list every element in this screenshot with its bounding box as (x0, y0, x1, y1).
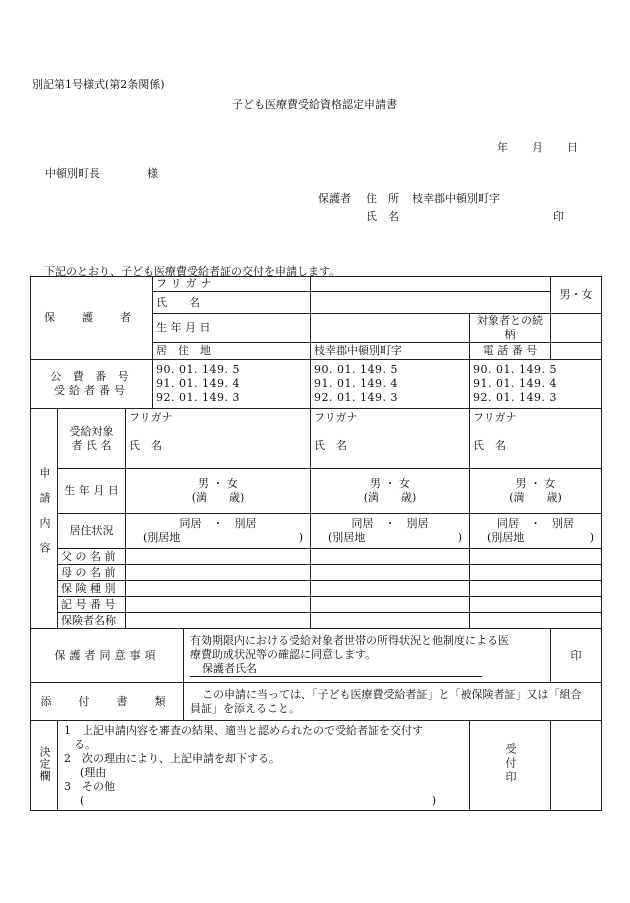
decision-label: 決定欄 (31, 721, 58, 811)
phone-field[interactable] (551, 343, 602, 360)
child-1-insurance-type-field[interactable] (126, 581, 311, 597)
address-value: 枝幸郡中頓別町字 (412, 192, 500, 205)
child-2-birth-cell[interactable]: 男 ・ 女 (満 歳) (311, 469, 470, 514)
residence-label: 居 住 地 (153, 343, 311, 360)
application-form-table (30, 276, 602, 811)
guardian-label: 保護者 (318, 192, 351, 205)
attachments-text: この申請に当っては、「子ども医療費受給者証」と「被保険者証」又は「組合 員証」を添えること。 (184, 683, 602, 721)
child-3-father-field[interactable] (470, 549, 602, 565)
residence-value: 枝幸郡中頓別町字 (311, 343, 470, 360)
public-number-codes-2: 90. 01. 149. 5 91. 01. 149. 4 92. 01. 149. 3 (311, 360, 470, 409)
child-1-mother-field[interactable] (126, 565, 311, 581)
child-2-symbol-number-field[interactable] (311, 597, 470, 613)
consent-text: 有効期限内における受給対象者世帯の所得状況と他制度による医 療費助成状況等の確認に同意します。 保護者氏名 (184, 629, 551, 683)
consent-label: 保護者同意事項 (31, 629, 184, 683)
relation-label: 対象者との続柄 (470, 314, 551, 343)
consent-seal: 印 (551, 629, 602, 683)
application-section-label: 申請内容 (31, 409, 58, 629)
date-day: 日 (567, 141, 578, 154)
name-label: 氏 名 (366, 210, 399, 223)
living-status-label: 居住状況 (58, 514, 126, 549)
form-number: 別記第1号様式(第2条関係) (32, 78, 165, 91)
child-3-birth-cell[interactable]: 男 ・ 女 (満 歳) (470, 469, 602, 514)
guardian-birth-label: 生 年 月 日 (153, 314, 311, 343)
child-2-living-cell[interactable]: 同居 ・ 別居 (別居地 ) (311, 514, 470, 549)
child-1-living-cell[interactable]: 同居 ・ 別居 (別居地 ) (126, 514, 311, 549)
decision-text: 1 上記申請内容を審査の結果、適当と認められたので受給者証を交付す る。 2 次の理由により、上記申請を却下する。 (理由 3 その他 ( ) (58, 721, 470, 811)
child-3-mother-field[interactable] (470, 565, 602, 581)
child-2-mother-field[interactable] (311, 565, 470, 581)
guardian-furigana-field[interactable] (311, 277, 551, 292)
guardian-furigana-label: フリガナ (153, 277, 311, 292)
symbol-number-label: 記 号 番 号 (58, 597, 126, 613)
seal-mark: 印 (553, 210, 564, 223)
intro-text: 下記のとおり、子ども医療費受給者証の交付を申請します。 (44, 265, 341, 278)
guardian-section-label: 保 護 者 (31, 277, 153, 360)
child-1-name-cell[interactable]: フリガナ 氏 名 (126, 409, 311, 469)
child-2-father-field[interactable] (311, 549, 470, 565)
guardian-birth-field[interactable] (311, 314, 470, 343)
child-1-insurer-field[interactable] (126, 613, 311, 629)
address-label: 住 所 (366, 192, 399, 205)
father-name-label: 父 の 名 前 (58, 549, 126, 565)
date-month: 月 (532, 141, 543, 154)
recipient-name-label: 受給対象 者 氏 名 (58, 409, 126, 469)
child-1-symbol-number-field[interactable] (126, 597, 311, 613)
child-1-birth-cell[interactable]: 男 ・ 女 (満 歳) (126, 469, 311, 514)
child-birth-label: 生 年 月 日 (58, 469, 126, 514)
phone-label: 電 話 番 号 (470, 343, 551, 360)
guardian-name-field[interactable] (311, 292, 551, 314)
child-2-insurer-field[interactable] (311, 613, 470, 629)
attachments-label: 添 付 書 類 (31, 683, 184, 721)
guardian-gender: 男・女 (551, 277, 602, 314)
date-year: 年 (497, 141, 508, 154)
consent-signature-line[interactable]: 保護者氏名 (190, 662, 482, 677)
child-1-father-field[interactable] (126, 549, 311, 565)
child-3-name-cell[interactable]: フリガナ 氏 名 (470, 409, 602, 469)
recipient-suffix: 様 (147, 167, 158, 180)
recipient-name: 中頓別町長 (45, 167, 100, 180)
child-2-insurance-type-field[interactable] (311, 581, 470, 597)
public-number-codes-1: 90. 01. 149. 5 91. 01. 149. 4 92. 01. 149. 3 (153, 360, 311, 409)
receipt-seal-label: 受付印 (470, 721, 551, 811)
relation-field[interactable] (551, 314, 602, 343)
mother-name-label: 母 の 名 前 (58, 565, 126, 581)
receipt-seal-box[interactable] (551, 721, 602, 811)
public-number-codes-3: 90. 01. 149. 5 91. 01. 149. 4 92. 01. 149. 3 (470, 360, 602, 409)
child-2-name-cell[interactable]: フリガナ 氏 名 (311, 409, 470, 469)
page-title: 子ども医療費受給資格認定申請書 (232, 98, 397, 111)
insurer-name-label: 保険者名称 (58, 613, 126, 629)
public-number-label: 公 費 番 号 受給者番号 (31, 360, 153, 409)
child-3-insurer-field[interactable] (470, 613, 602, 629)
guardian-name-label: 氏 名 (153, 292, 311, 314)
child-3-insurance-type-field[interactable] (470, 581, 602, 597)
insurance-type-label: 保 険 種 別 (58, 581, 126, 597)
child-3-symbol-number-field[interactable] (470, 597, 602, 613)
child-3-living-cell[interactable]: 同居 ・ 別居 (別居地 ) (470, 514, 602, 549)
